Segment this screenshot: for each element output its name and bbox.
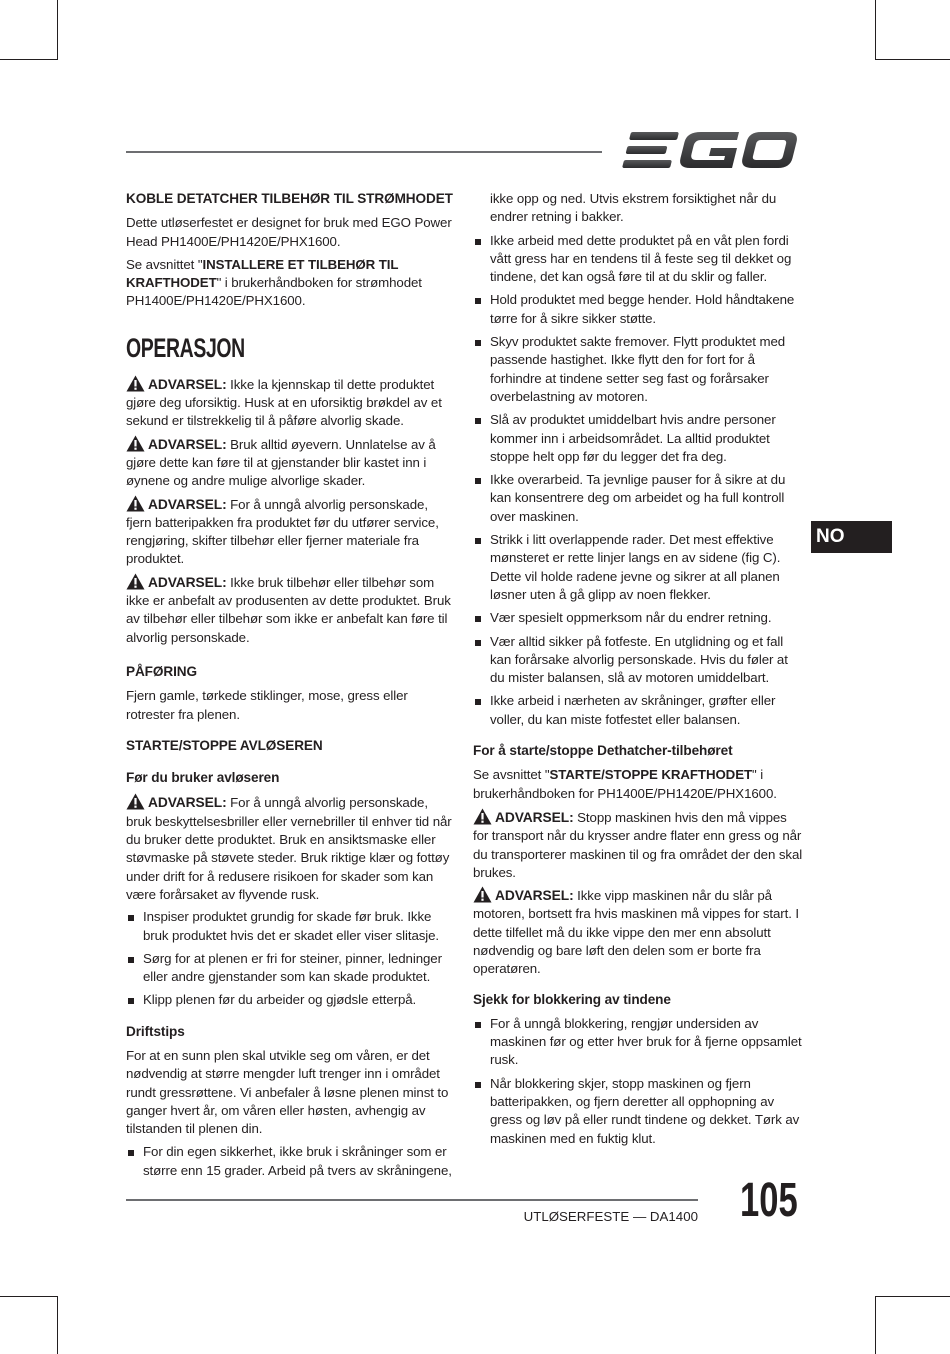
warning-text: Bruk alltid øyevern. Unnlatelse av å gjøre dette kan føre til at gjenstander blir kastet inn i øynene og andre mulige alvorlige skader. xyxy=(126,436,436,489)
subsection-heading: Sjekk for blokkering av tindene xyxy=(473,991,671,1007)
warning-icon xyxy=(126,573,145,590)
text: " i brukerhåndboken for strømhodet PH1400E/PH1420E/PHX1600. xyxy=(126,275,422,309)
crop-mark xyxy=(875,59,950,60)
paragraph xyxy=(473,766,803,803)
warning-text: Ikke bruk tilbehør eller tilbehør som ikke er anbefalt av produsenten av dette produktet. Bruk av tilbehør eller tilbehør som ikke er anbefalt kan føre til alvorlig personskade. xyxy=(126,574,451,645)
crop-mark xyxy=(0,1296,58,1297)
bold-text: STARTE/STOPPE KRAFTHODET xyxy=(549,767,752,783)
warning-label: ADVARSEL: xyxy=(495,809,574,825)
page-title: OPERASJON xyxy=(126,332,245,363)
text: " i brukerhåndboken for PH1400E/PH1420E/PHX1600. xyxy=(473,767,777,801)
subsection-heading: For å starte/stoppe Dethatcher-tilbehøret xyxy=(473,743,733,759)
section-heading: STARTE/STOPPE AVLØSEREN xyxy=(126,737,323,753)
paragraph xyxy=(126,256,456,311)
paragraph: Fjern gamle, tørkede stiklinger, mose, gress eller rotrester fra plenen. xyxy=(126,688,408,722)
crop-mark xyxy=(57,1296,58,1354)
list-item: For din egen sikkerhet, ikke bruk i skråninger som er større enn 15 grader. Arbeid på tvers av skråningene, xyxy=(126,1143,456,1180)
crop-mark xyxy=(57,0,58,60)
warning-block xyxy=(126,375,456,431)
warning-text: Ikke vipp maskinen når du slår på motoren, bortsett fra hvis maskinen må vippes for start. I dette tilfellet må du ikke vippe den mer enn absolutt nødvendig og bare løft den delen som er borte fra operatøren. xyxy=(473,888,800,977)
warning-block xyxy=(126,435,456,491)
subsection-heading: Driftstips xyxy=(126,1023,185,1039)
list-item: Når blokkering skjer, stopp maskinen og fjern batteripakken, og fjern deretter all opphopning av gress og løv på eller rundt tindene og dekket. Tørk av maskinen med en fuktig klut. xyxy=(473,1075,803,1148)
list-item: For å unngå blokkering, rengjør undersiden av maskinen før og etter hver bruk for å fjerne oppsamlet rusk. xyxy=(473,1015,803,1070)
warning-text: For å unngå alvorlig personskade, bruk beskyttelsesbriller eller vernebriller til enhver tid når du bruker dette produktet. Bruk en ansiktsmaske eller støvmaske på støvete steder. Bruk riktige klær og fottøy under drift for å redusere risikoen for skader som kan være forårsaket av flyvende rusk. xyxy=(126,795,452,902)
page-number: 105 xyxy=(740,1174,798,1227)
footer-text: UTLØSERFESTE — DA1400 xyxy=(523,1209,698,1224)
warning-label: ADVARSEL: xyxy=(495,888,574,904)
warning-icon xyxy=(126,495,145,512)
list-item: Vær alltid sikker på fotfeste. En utglidning og et fall kan forårsake alvorlig personskade. Hvis du føler at du mister balansen, slå av motoren umiddelbart. xyxy=(473,633,803,688)
list-item: Inspiser produktet grundig for skade før bruk. Ikke bruk produktet hvis det er skadet eller viser slitasje. xyxy=(126,908,456,945)
bullet-list xyxy=(473,1015,803,1148)
warning-label: ADVARSEL: xyxy=(148,574,227,590)
warning-block xyxy=(473,886,803,978)
warning-text: Stopp maskinen hvis den må vippes for transport når du krysser andre flater enn gress og når du transporterer maskinen til og fra området der den skal brukes. xyxy=(473,809,803,880)
list-item: Slå av produktet umiddelbart hvis andre personer kommer inn i arbeidsområdet. La alltid produktet stoppe helt opp før du legger det fra deg. xyxy=(473,411,803,466)
list-item: Hold produktet med begge hender. Hold håndtakene tørre for å sikre sikker støtte. xyxy=(473,291,803,328)
bold-text: INSTALLERE ET TILBEHØR TIL KRAFTHODET xyxy=(126,256,399,291)
list-item: Skyv produktet sakte fremover. Flytt produktet med passende hastighet. Ikke flytt den for fort for å forhindre at tindene setter seg fast og forårsaker overbelastning av motoren. xyxy=(473,333,803,406)
header-rule xyxy=(126,151,602,153)
warning-block xyxy=(126,793,456,904)
warning-label: ADVARSEL: xyxy=(148,795,227,811)
text: Se avsnittet " xyxy=(473,767,550,783)
right-column xyxy=(473,190,803,1153)
warning-icon xyxy=(473,886,492,903)
left-column xyxy=(126,190,456,1185)
bullet-list xyxy=(126,1143,456,1180)
warning-label: ADVARSEL: xyxy=(148,436,227,452)
section-heading: KOBLE DETATCHER TILBEHØR TIL STRØMHODET xyxy=(126,191,453,206)
section-heading: PÅFØRING xyxy=(126,663,197,679)
warning-icon xyxy=(126,435,145,452)
warning-icon xyxy=(126,793,145,810)
warning-text: Ikke la kjennskap til dette produktet gjøre deg uforsiktig. Husk at en uforsiktig brøkdel av et sekund er tilstrekkelig til å påføre alvorlig skade. xyxy=(126,376,442,429)
paragraph: For at en sunn plen skal utvikle seg om våren, er det nødvendig at større mengder luft trenger inn i området rundt gressrøttene. Vi anbefaler å løsne plenen minst to ganger hvert år, om våren eller høsten, avhengig av tilstanden til plenen din. xyxy=(126,1047,449,1137)
bullet-list xyxy=(126,908,456,1009)
crop-mark xyxy=(875,1296,876,1354)
crop-mark xyxy=(875,1296,950,1297)
list-item: Ikke arbeid med dette produktet på en våt plen fordi vått gress har en tendens til å feste seg til dekket og tindene, det kan også føre til at du sklir og faller. xyxy=(473,232,803,287)
language-tab: NO xyxy=(811,521,892,553)
list-item: Klipp plenen før du arbeider og gjødsle etterpå. xyxy=(126,991,456,1009)
list-item: Vær spesielt oppmerksom når du endrer retning. xyxy=(473,609,803,627)
warning-label: ADVARSEL: xyxy=(148,376,227,392)
warning-block xyxy=(126,573,456,647)
list-item: Ikke overarbeid. Ta jevnlige pauser for å sikre at du kan konsentrere deg om arbeidet og ha full kontroll over maskinen. xyxy=(473,471,803,526)
list-item-continuation: ikke opp og ned. Utvis ekstrem forsiktighet når du endrer retning i bakker. xyxy=(490,191,777,225)
paragraph: Dette utløserfestet er designet for bruk med EGO Power Head PH1400E/PH1420E/PHX1600. xyxy=(126,215,452,249)
ego-logo xyxy=(618,128,800,172)
warning-block xyxy=(126,495,456,569)
warning-label: ADVARSEL: xyxy=(148,496,227,512)
footer-rule xyxy=(126,1199,698,1201)
warning-icon xyxy=(126,375,145,392)
warning-block xyxy=(473,808,803,882)
text: Se avsnittet " xyxy=(126,256,203,272)
list-item: Strikk i litt overlappende rader. Det mest effektive mønsteret er rette linjer langs en av sidene (fig C). Dette vil holde radene jevne og sikrer at all planen løsner uten å gå glipp av noen flekker. xyxy=(473,531,803,604)
crop-mark xyxy=(875,0,876,60)
bullet-list xyxy=(473,232,803,729)
list-item: Ikke arbeid i nærheten av skråninger, grøfter eller voller, du kan miste fotfestet eller balansen. xyxy=(473,692,803,729)
subsection-heading: Før du bruker avløseren xyxy=(126,770,280,786)
warning-text: For å unngå alvorlig personskade, fjern batteripakken fra produktet før du utfører service, rengjøring, skifter tilbehør eller fjerner materiale fra produktet. xyxy=(126,496,439,567)
crop-mark xyxy=(0,59,58,60)
list-item: Sørg for at plenen er fri for steiner, pinner, ledninger eller andre gjenstander som kan skade produktet. xyxy=(126,950,456,987)
warning-icon xyxy=(473,808,492,825)
